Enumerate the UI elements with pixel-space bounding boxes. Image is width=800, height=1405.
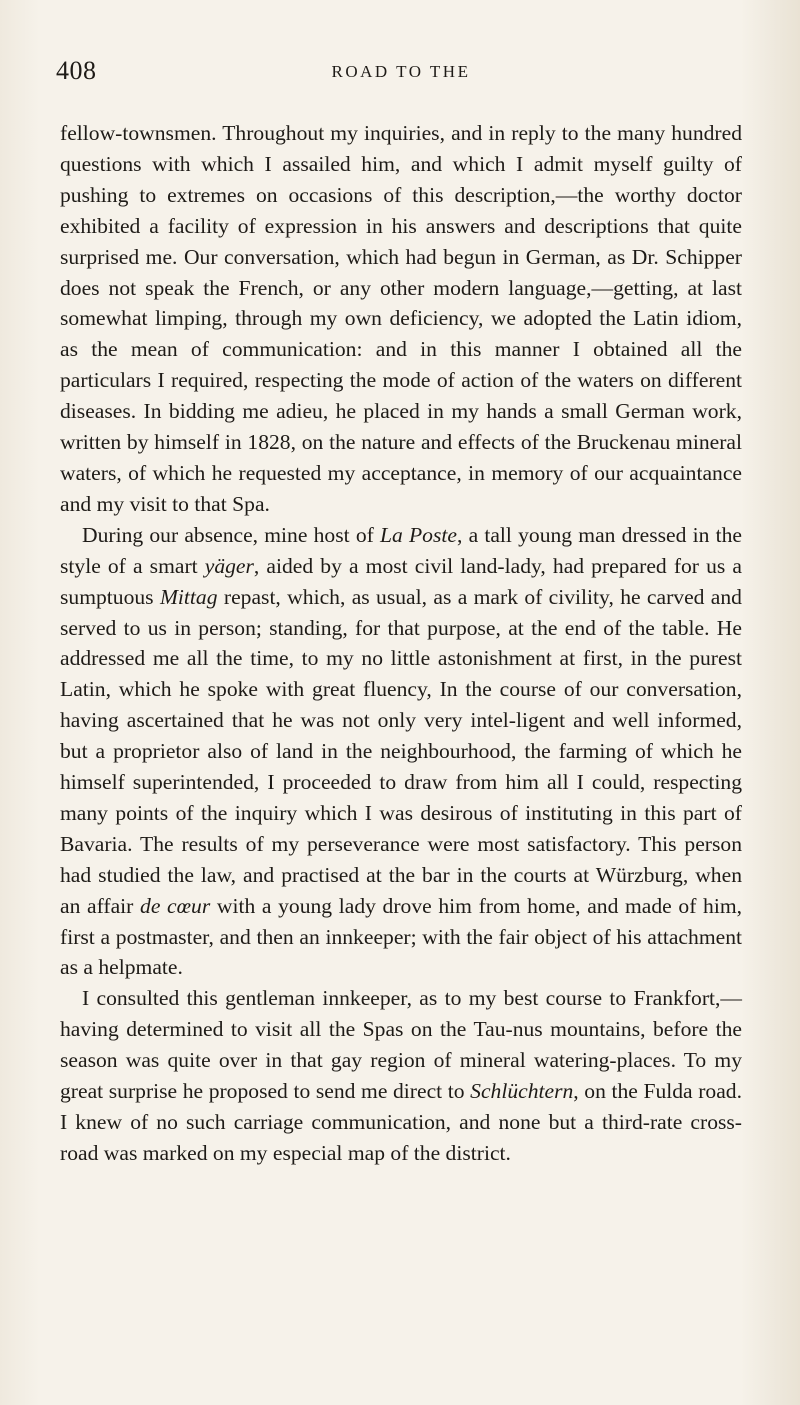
page-header	[56, 56, 746, 92]
text-run: , aided by a most civil land-lady, had prepared for us a sumptuous	[60, 553, 742, 609]
paragraph	[60, 118, 742, 520]
text-run: fellow-townsmen. Throughout my inquiries, and in reply to the many hundred questions with which I assailed him, and which I admit myself guilty of pushing to extremes on occasions of this description,—the worthy doctor exhibited a facility of expression in his answers and descriptions that quite surprised me. Our conversation, which had begun in German, as Dr. Schipper does not speak the French, or any other modern language,—getting, at last somewhat limping, through my own deficiency, we adopted the Latin idiom, as the mean of communication: and in this manner I obtained all the particulars I required, respecting the mode of action of the waters on different diseases. In bidding me adieu, he placed in my hands a small German work, written by himself in 1828, on the nature and effects of the Bruckenau mineral waters, of which he requested my acceptance, in memory of our acquaintance and my visit to that Spa.	[60, 121, 742, 516]
italic-text: de cœur	[140, 893, 211, 918]
page-number: 408	[56, 56, 97, 85]
italic-text: La Poste	[380, 522, 457, 547]
italic-text: Mittag	[159, 584, 218, 609]
italic-text: yäger	[204, 553, 254, 578]
italic-text: Schlüchtern	[470, 1079, 574, 1104]
text-run: During our absence, mine host of	[82, 522, 380, 547]
text-run: I consulted this gentleman innkeeper, as to my best course to Frankfort,—having determined to visit all the Spas on the Tau-nus mountains, before the season was quite over in that gay region of mineral watering-places. To my great surprise he proposed to send me direct to	[60, 986, 742, 1104]
text-run: , on the Fulda road. I knew of no such carriage communication, and none but a third-rate cross-road was marked on my especial map of the district.	[60, 1079, 742, 1165]
body-text	[60, 118, 742, 1169]
text-run: with a young lady drove him from home, and made of him, first a postmaster, and then an innkeeper; with the fair object of his attachment as a helpmate.	[60, 893, 743, 980]
text-run: , a tall young man dressed in the style of a smart	[60, 522, 742, 578]
running-title: ROAD TO THE	[331, 62, 471, 81]
paragraph	[60, 520, 742, 984]
paragraph	[60, 983, 742, 1168]
text-run: repast, which, as usual, as a mark of civility, he carved and served to us in person; standing, for that purpose, at the end of the table. He addressed me all the time, to my no little astonishment at first, in the purest Latin, which he spoke with great fluency, In the course of our conversation, having ascertained that he was not only very intel-ligent and well informed, but a proprietor also of land in the neighbourhood, the farming of which he himself superintended, I proceeded to draw from him all I could, respecting many points of the inquiry which I was desirous of instituting in this part of Bavaria. The results of my perseverance were most satisfactory. This person had studied the law, and practised at the bar in the courts at Würzburg, when an affair	[60, 584, 742, 918]
